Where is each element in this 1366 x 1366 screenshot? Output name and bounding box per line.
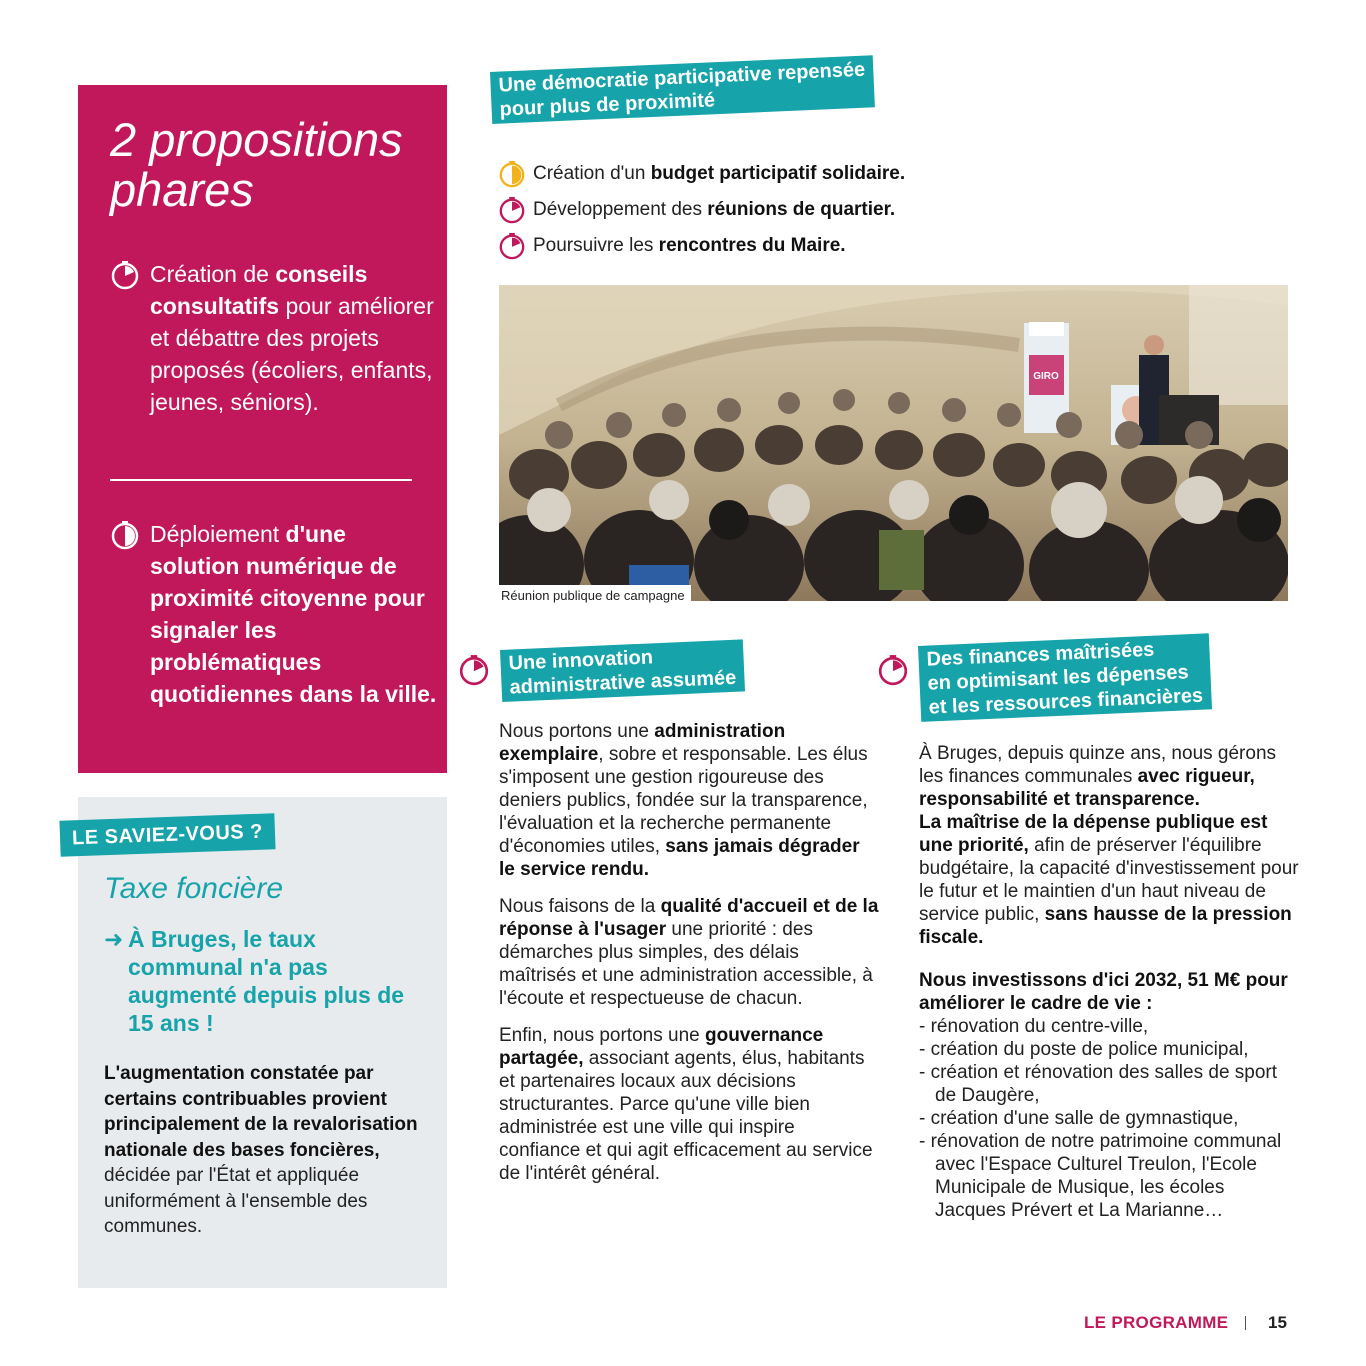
stopwatch-icon [110,260,140,290]
proposals-panel [78,85,447,773]
proposals-title-line1: 2 propositions [110,113,403,166]
taxe-fonciere-title: Taxe foncière [104,872,284,905]
divider [110,479,412,481]
innovation-paragraph-2: Nous faisons de la qualité d'accueil et de la réponse à l'usager une priorité : des démarches plus simples, des délais maîtrisés et une administration accessible, à l'écoute et respectueuse de chacun. [499,896,879,1009]
meeting-photo-illustration [499,285,1288,601]
proposal-item-numerique: Déploiement d'une solution numérique de proximité citoyenne pour signaler les problématiques quotidiennes dans la ville. [150,521,437,707]
poster-text: GIRO [1033,371,1059,382]
saviez-vous-body: L'augmentation constatée par certains contribuables provient principalement de la revalorisation nationale des bases foncières, décidée par l'État et appliquée uniformément à l'ensemble des communes. [104,1063,418,1237]
stopwatch-half-icon [110,520,140,550]
arrow-right-icon: ➜ [104,926,124,952]
proposals-title-line2: phares [110,163,254,216]
proposal-item-conseils: Création de conseils consultatifs pour améliorer et débattre des projets proposés (écoliers, enfants, jeunes, séniors). [150,261,434,415]
list-item: - création d'une salle de gymnastique, [919,1108,1239,1129]
stopwatch-magenta-icon [498,196,526,224]
footer-separator [1245,1316,1246,1330]
list-item: - création du poste de police municipal, [919,1039,1249,1060]
finances-paragraph-1: À Bruges, depuis quinze ans, nous gérons les finances communales avec rigueur, responsabilité et transparence. La maîtrise de la dépense publique est une priorité, afin de préserver l'équilibre budgétaire, la capacité d'investissement pour le futur et le maintien d'un haut niveau de service public, sans hausse de la pression fiscale. [919,743,1299,948]
stopwatch-yellow-icon [498,160,526,188]
list-item: - rénovation de notre patrimoine communal avec l'Espace Culturel Treulon, l'Ecole Municipale de Musique, les écoles Jacques Prévert et La Marianne… [919,1131,1282,1221]
innovation-body [499,720,879,1199]
photo-caption: Réunion publique de campagne [499,585,691,605]
saviez-vous-tag: LE SAVIEZ-VOUS ? [59,813,275,856]
finances-heading: Des finances maîtrisées en optimisant les dépenses et les ressources financières [918,633,1212,722]
meeting-photo [499,285,1288,601]
innovation-paragraph-1: Nous portons une administration exemplaire, sobre et responsable. Les élus s'imposent une gestion rigoureuse des deniers publics, fondée sur la transparence, l'évaluation et la recherche permanente d'économies utiles, sans jamais dégrader le service rendu. [499,721,868,880]
stopwatch-magenta-icon [877,654,909,686]
innovation-heading: Une innovation administrative assumée [500,639,745,702]
footer-section-label: LE PROGRAMME [1084,1313,1229,1332]
list-item: - rénovation du centre-ville, [919,1016,1149,1037]
invest-block [919,969,1299,1222]
invest-title: Nous investissons d'ici 2032, 51 M€ pour améliorer le cadre de vie : [919,970,1288,1014]
stopwatch-magenta-icon [458,654,490,686]
stopwatch-magenta-icon [498,232,526,260]
democratie-heading: Une démocratie participative repensée pour plus de proximité [490,55,875,124]
proposals-title [110,115,403,215]
taux-highlight: À Bruges, le taux communal n'a pas augmenté depuis plus de 15 ans ! [128,926,405,1036]
innovation-paragraph-3: Enfin, nous portons une gouvernance partagée, associant agents, élus, habitants et partenaires locaux aux décisions structurantes. Parce qu'une ville bien administrée est une ville qui inspire confiance et qui agit efficacement au service de l'intérêt général. [499,1025,873,1184]
page-number: 15 [1268,1313,1287,1332]
finances-body [919,742,1299,1222]
list-item: - création et rénovation des salles de sport de Daugère, [919,1062,1278,1106]
